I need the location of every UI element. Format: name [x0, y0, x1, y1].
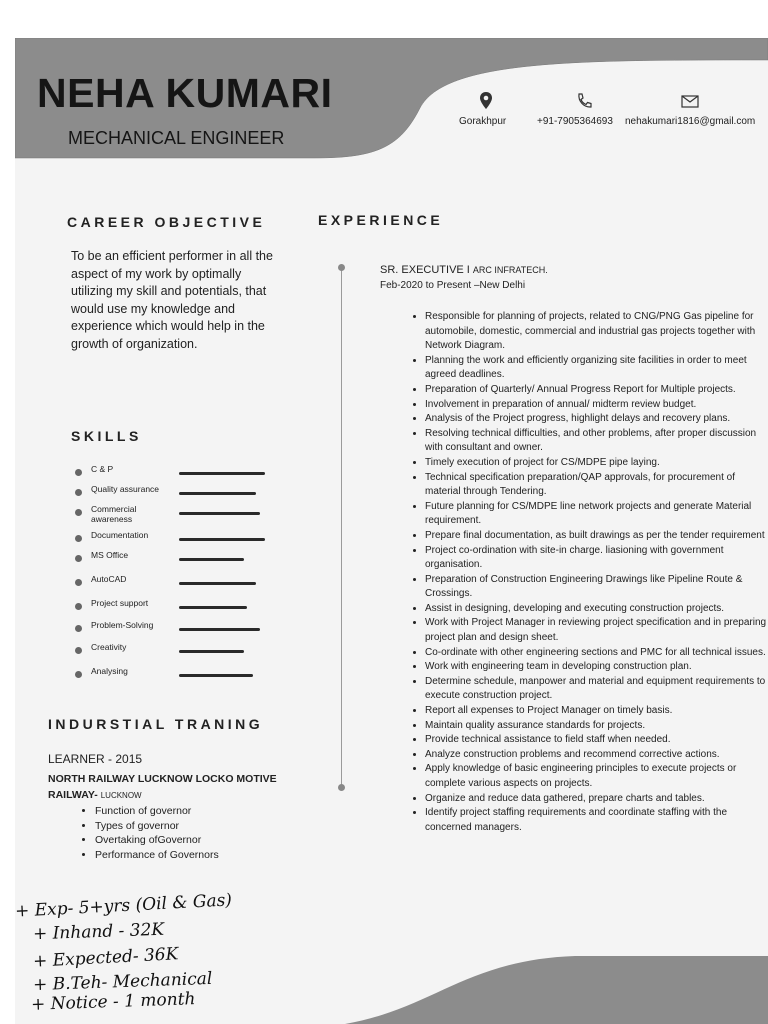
duty-item: • Co-ordinate with other engineering sections and PMC for all technical issues.	[425, 646, 767, 661]
training-topic: • Types of governor	[95, 819, 219, 834]
skill-level-bar	[179, 606, 269, 609]
training-topic: • Performance of Governors	[95, 848, 219, 863]
duty-item: • Future planning for CS/MDPE line network projects and generate Material requirement.	[425, 500, 767, 529]
skill-level-bar	[179, 492, 269, 495]
training-city: LUCKNOW	[100, 791, 142, 800]
skill-level-bar	[179, 538, 269, 541]
skill-bullet	[75, 535, 82, 542]
skill-label: Commercial awareness	[91, 504, 137, 524]
skill-level-fill	[179, 558, 244, 561]
duty-item: • Project co-ordination with site-in charge. liasioning with government organisation.	[425, 544, 767, 573]
skill-bullet	[75, 555, 82, 562]
duty-item: • Determine schedule, manpower and material and equipment requirements to execute construction project.	[425, 675, 767, 704]
duty-item: • Analysis of the Project progress, highlight delays and recovery plans.	[425, 412, 767, 427]
skill-label: C & P	[91, 464, 114, 474]
duty-item: • Resolving technical difficulties, and other problems, after proper discussion with consultant and owner.	[425, 427, 767, 456]
skill-bullet	[75, 469, 82, 476]
candidate-role: MECHANICAL ENGINEER	[68, 128, 285, 148]
duty-item: • Preparation of Quarterly/ Annual Progress Report for Multiple projects.	[425, 383, 767, 398]
skill-label: Creativity	[91, 642, 127, 652]
training-organisation	[48, 771, 288, 804]
footer-band	[345, 956, 768, 1024]
skill-level-fill	[179, 582, 256, 585]
skill-label: Quality assurance	[91, 484, 160, 494]
skill-bullet	[75, 579, 82, 586]
duty-item: • Work with engineering team in developing construction plan.	[425, 660, 767, 675]
duty-item: • Report all expenses to Project Manager on timely basis.	[425, 704, 767, 719]
experience-heading: EXPERIENCE	[318, 212, 444, 228]
job-title	[380, 264, 548, 276]
training-title: LEARNER - 2015	[48, 752, 143, 766]
handwritten-note: + Exp- 5+yrs (Oil & Gas)	[15, 890, 233, 922]
location-pin-icon	[475, 90, 497, 112]
skill-bullet	[75, 489, 82, 496]
duty-item: • Planning the work and efficiently organizing site facilities in order to meet agreed deadlines.	[425, 354, 767, 383]
skill-level-fill	[179, 472, 265, 475]
skill-item	[75, 574, 275, 594]
job-position: SR. EXECUTIVE I	[380, 264, 470, 276]
skill-item	[75, 666, 275, 686]
skill-item	[75, 530, 275, 550]
handwritten-note: + B.Teh- Mechanical	[32, 968, 213, 996]
training-topic: • Function of governor	[95, 804, 219, 819]
duty-item: • Technical specification preparation/QAP approvals, for procurement of material through Tendering.	[425, 471, 767, 500]
skill-level-fill	[179, 492, 256, 495]
skill-bullet	[75, 671, 82, 678]
mail-icon	[679, 90, 701, 112]
skill-item	[75, 598, 275, 618]
skill-item	[75, 504, 275, 524]
skill-level-bar	[179, 628, 269, 631]
contact-email: nehakumari1816@gmail.com	[625, 116, 756, 127]
handwritten-note: + Expected- 36K	[32, 944, 179, 972]
training-topic: • Overtaking ofGovernor	[95, 833, 219, 848]
training-heading: INDURSTIAL TRANING	[48, 716, 264, 732]
skill-level-bar	[179, 472, 269, 475]
skill-item	[75, 620, 275, 640]
handwritten-note: + Notice - 1 month	[30, 989, 196, 1015]
duty-item: • Work with Project Manager in reviewing project specification and in preparing project plan and design sheet.	[425, 616, 767, 645]
training-org-name: NORTH RAILWAY LUCKNOW LOCKO MOTIVE RAILWAY-	[48, 773, 277, 801]
duty-item: • Organize and reduce data gathered, prepare charts and tables.	[425, 792, 767, 807]
skill-item	[75, 484, 275, 504]
skill-item	[75, 464, 275, 484]
skill-level-fill	[179, 650, 244, 653]
contact-location: Gorakhpur	[459, 116, 507, 127]
skill-label: Project support	[91, 598, 149, 608]
job-dates: Feb-2020 to Present –New Delhi	[380, 280, 526, 291]
timeline-end-dot	[338, 784, 345, 791]
skill-level-bar	[179, 650, 269, 653]
candidate-name: NEHA KUMARI	[37, 70, 333, 116]
skill-bullet	[75, 647, 82, 654]
skill-label: MS Office	[91, 550, 129, 560]
skill-level-bar	[179, 674, 269, 677]
skill-level-fill	[179, 538, 265, 541]
duty-item: • Prepare final documentation, as built drawings as per the tender requirement	[425, 529, 767, 544]
skill-bullet	[75, 509, 82, 516]
skill-level-fill	[179, 606, 247, 609]
duty-item: • Preparation of Construction Engineering Drawings like Pipeline Route & Crossings.	[425, 573, 767, 602]
skill-item	[75, 642, 275, 662]
duty-item: • Responsible for planning of projects, related to CNG/PNG Gas pipeline for automobile, domestic, commercial and industrial gas projects together with Network Diagram.	[425, 310, 767, 354]
duty-item: • Provide technical assistance to field staff when needed.	[425, 733, 767, 748]
skill-label: Problem-Solving	[91, 620, 154, 630]
duty-item: • Analyze construction problems and recommend corrective actions.	[425, 748, 767, 763]
duty-item: • Involvement in preparation of annual/ midterm review budget.	[425, 398, 767, 413]
phone-icon	[573, 90, 595, 112]
skill-label: AutoCAD	[91, 574, 127, 584]
training-topics	[75, 804, 219, 862]
resume-page	[15, 38, 768, 1024]
skill-level-fill	[179, 674, 253, 677]
skill-level-bar	[179, 582, 269, 585]
skill-label: Documentation	[91, 530, 149, 540]
duty-item: • Assist in designing, developing and executing construction projects.	[425, 602, 767, 617]
skill-level-bar	[179, 558, 269, 561]
job-company: ARC INFRATECH.	[472, 265, 548, 275]
duty-item: • Apply knowledge of basic engineering principles to execute projects or complete various aspects on projects.	[425, 762, 767, 791]
contact-phone: +91-7905364693	[537, 116, 613, 127]
skill-level-bar	[179, 512, 269, 515]
timeline-start-dot	[338, 264, 345, 271]
skill-level-fill	[179, 512, 260, 515]
duty-item: • Identify project staffing requirements and coordinate staffing with the concerned managers.	[425, 806, 767, 835]
timeline-line	[341, 266, 342, 788]
career-objective-text: To be an efficient performer in all the aspect of my work by optimally utilizing my skill and potentials, that would use my knowledge and experience which would help in the growth of organization.	[71, 249, 273, 351]
job-duties	[405, 310, 767, 835]
skill-bullet	[75, 603, 82, 610]
skills-heading: SKILLS	[71, 428, 142, 444]
skill-item	[75, 550, 275, 570]
skill-bullet	[75, 625, 82, 632]
handwritten-note: + Inhand - 32K	[32, 919, 165, 945]
duty-item: • Timely execution of project for CS/MDPE pipe laying.	[425, 456, 767, 471]
skill-level-fill	[179, 628, 260, 631]
skill-label: Analysing	[91, 666, 128, 676]
career-objective-heading: CAREER OBJECTIVE	[67, 214, 266, 230]
duty-item: • Maintain quality assurance standards for projects.	[425, 719, 767, 734]
